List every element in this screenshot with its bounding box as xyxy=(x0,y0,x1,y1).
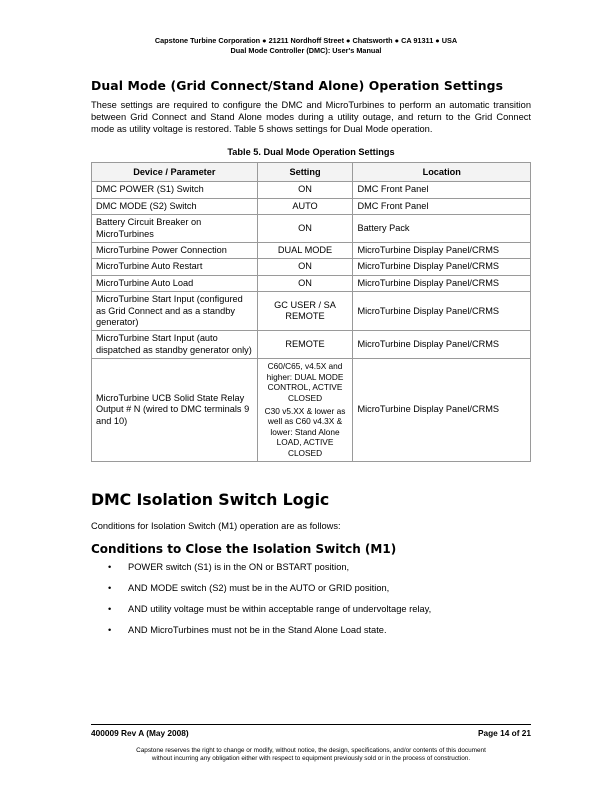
main-content xyxy=(91,78,531,646)
table-row xyxy=(92,359,531,461)
list-item-text: AND MicroTurbines must not be in the Stand Alone Load state. xyxy=(128,625,387,636)
cell-location: MicroTurbine Display Panel/CRMS xyxy=(353,259,531,275)
page-header xyxy=(0,36,612,56)
table-row xyxy=(92,182,531,198)
table-row xyxy=(92,259,531,275)
header-manual-title: Dual Mode Controller (DMC): User's Manual xyxy=(230,46,382,55)
conditions-list xyxy=(91,562,531,637)
cell-device: MicroTurbine Power Connection xyxy=(92,243,258,259)
column-header-setting: Setting xyxy=(257,163,353,182)
cell-location: MicroTurbine Display Panel/CRMS xyxy=(353,243,531,259)
cell-location: MicroTurbine Display Panel/CRMS xyxy=(353,275,531,291)
cell-setting xyxy=(257,359,353,461)
cell-device: DMC MODE (S2) Switch xyxy=(92,198,258,214)
bullet-icon: • xyxy=(108,562,112,573)
section-title-dual-mode: Dual Mode (Grid Connect/Stand Alone) Operation Settings xyxy=(91,78,504,93)
footer-divider xyxy=(91,724,531,725)
table-title: Table 5. Dual Mode Operation Settings xyxy=(227,147,395,158)
table-header-row xyxy=(92,163,531,182)
isolation-intro: Conditions for Isolation Switch (M1) operation are as follows: xyxy=(91,520,341,531)
table-row xyxy=(92,331,531,359)
list-item xyxy=(91,604,531,616)
cell-setting: DUAL MODE xyxy=(257,243,353,259)
cell-location: Battery Pack xyxy=(353,215,531,243)
cell-location: MicroTurbine Display Panel/CRMS xyxy=(353,292,531,331)
cell-setting: REMOTE xyxy=(257,331,353,359)
column-header-location: Location xyxy=(353,163,531,182)
document-revision: 400009 Rev A (May 2008) xyxy=(91,728,189,738)
setting-note-c60: C60/C65, v4.5X and higher: DUAL MODE CONTROL, ACTIVE CLOSED xyxy=(266,361,344,404)
page-footer xyxy=(91,724,531,763)
cell-location: DMC Front Panel xyxy=(353,198,531,214)
subsection-title-close-conditions: Conditions to Close the Isolation Switch (M1) xyxy=(91,542,397,557)
page-number: Page 14 of 21 xyxy=(477,728,531,738)
cell-device: MicroTurbine Start Input (auto dispatched as standby generator only) xyxy=(92,331,258,359)
cell-location: MicroTurbine Display Panel/CRMS xyxy=(353,331,531,359)
cell-device: MicroTurbine UCB Solid State Relay Output # N (wired to DMC terminals 9 and 10) xyxy=(92,359,258,461)
cell-device: MicroTurbine Auto Restart xyxy=(92,259,258,275)
table-row xyxy=(92,243,531,259)
list-item-text: POWER switch (S1) is in the ON or BSTART position, xyxy=(128,562,350,573)
cell-device: DMC POWER (S1) Switch xyxy=(92,182,258,198)
cell-device: MicroTurbine Auto Load xyxy=(92,275,258,291)
header-company-line: Capstone Turbine Corporation ● 21211 Nordhoff Street ● Chatsworth ● CA 91311 ● USA xyxy=(154,36,458,45)
disclaimer-line: without incurring any obligation either with respect to equipment previously sold or in the process of construction. xyxy=(151,755,471,763)
bullet-icon: • xyxy=(108,625,112,636)
footer-disclaimer xyxy=(91,747,531,763)
list-item xyxy=(91,583,531,595)
cell-device: MicroTurbine Start Input (configured as Grid Connect and as a standby generator) xyxy=(92,292,258,331)
table-row xyxy=(92,215,531,243)
list-item xyxy=(91,562,531,574)
column-header-device: Device / Parameter xyxy=(92,163,258,182)
table-row xyxy=(92,198,531,214)
bullet-icon: • xyxy=(108,583,112,594)
cell-setting: AUTO xyxy=(257,198,353,214)
table-row xyxy=(92,275,531,291)
list-item-text: AND MODE switch (S2) must be in the AUTO or GRID position, xyxy=(128,583,390,594)
cell-location: MicroTurbine Display Panel/CRMS xyxy=(353,359,531,461)
section-paragraph: These settings are required to configure the DMC and MicroTurbines to perform an automatic transition between Grid Connect and Stand Alone modes during a utility outage, and return to the Grid Connect mode as utility voltage is restored. Table 5 shows settings for Dual Mode operation. xyxy=(91,100,531,134)
cell-setting: ON xyxy=(257,182,353,198)
setting-note-c30: C30 v5.XX & lower as well as C60 v4.3X & lower: Stand Alone LOAD, ACTIVE CLOSED xyxy=(264,405,346,459)
bullet-icon: • xyxy=(108,604,112,615)
list-item-text: AND utility voltage must be within acceptable range of undervoltage relay, xyxy=(128,604,432,615)
cell-location: DMC Front Panel xyxy=(353,182,531,198)
footer-row xyxy=(91,728,531,738)
cell-setting: GC USER / SA REMOTE xyxy=(257,292,353,331)
cell-setting: ON xyxy=(257,259,353,275)
list-item xyxy=(91,625,531,637)
disclaimer-line: Capstone reserves the right to change or modify, without notice, the design, specifications, and/or contents of this document xyxy=(136,747,486,754)
cell-device: Battery Circuit Breaker on MicroTurbines xyxy=(92,215,258,243)
cell-setting: ON xyxy=(257,275,353,291)
settings-table xyxy=(91,162,531,461)
cell-setting: ON xyxy=(257,215,353,243)
section-title-isolation-logic: DMC Isolation Switch Logic xyxy=(91,489,330,509)
table-row xyxy=(92,292,531,331)
